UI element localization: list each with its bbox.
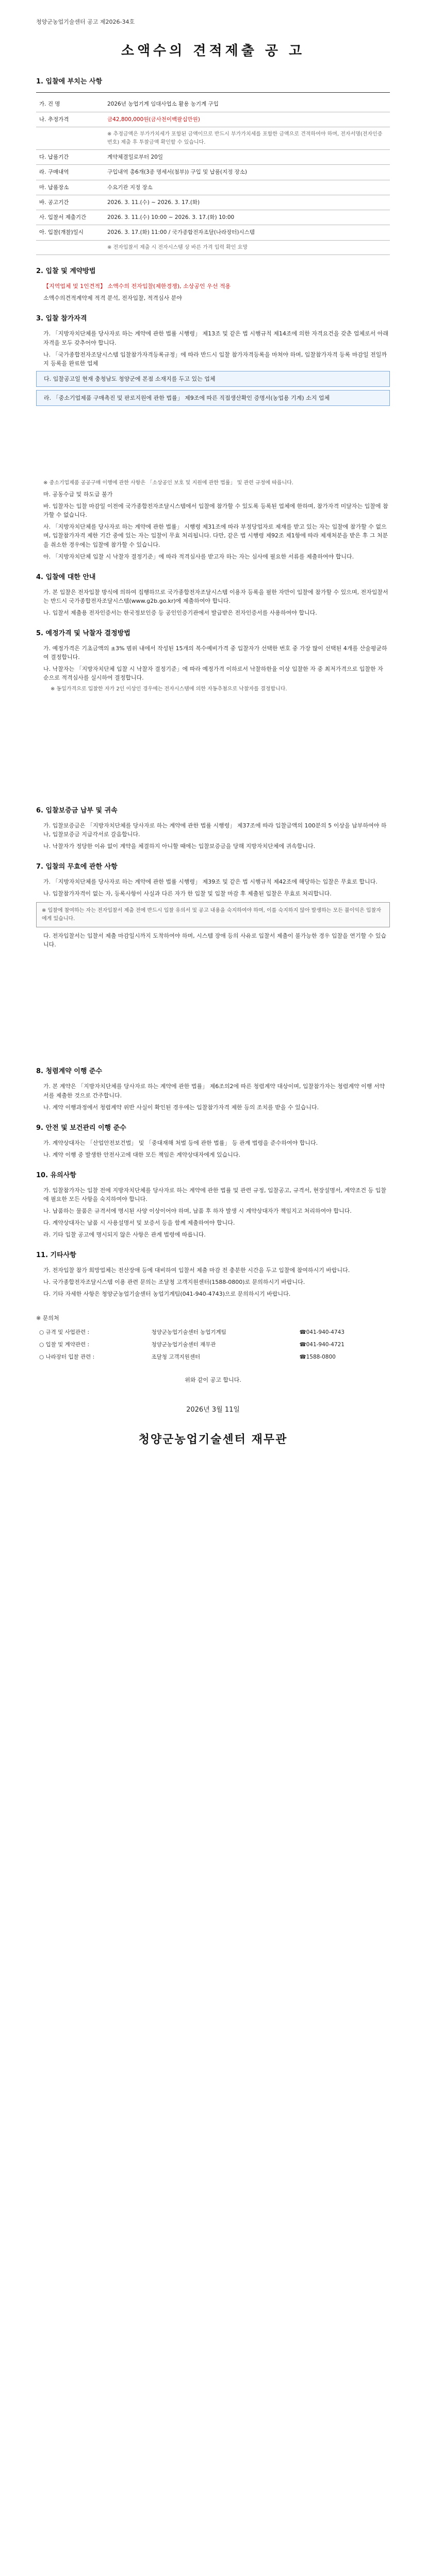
list-item: 가. 예정가격은 기초금액의 ±3% 범위 내에서 작성된 15개의 복수예비가격 중 입찰자가 선택한 번호 중 가장 많이 선택된 4개를 산술평균하여 결정합니다.: [43, 645, 387, 661]
list-item: 아. 「지방자치단체 입찰 시 낙찰자 결정기준」에 따라 적격심사를 받고자 하는 자는 심사에 필요한 서류를 제출하여야 합니다.: [43, 553, 354, 560]
contact-heading: ※ 문의처: [36, 1315, 59, 1322]
info-value: 수요기관 지정 장소: [104, 180, 390, 195]
info-key: 라. 구매내역: [36, 165, 104, 180]
document-number: 청양군농업기술센터 공고 제2026-34호: [36, 19, 135, 25]
info-value: 2026. 3. 11.(수) 10:00 ~ 2026. 3. 17.(화) 10:00: [104, 210, 390, 225]
contact-row: [36, 1351, 390, 1363]
info-key: 다. 납품기간: [36, 150, 104, 165]
list-item: 나. 입찰참가자격이 없는 자, 등록사항이 사실과 다른 자가 한 입찰 및 입찰 마감 후 제출된 입찰은 무효로 처리합니다.: [43, 890, 332, 897]
info-key: 사. 입찰서 제출기간: [36, 210, 104, 225]
info-value: 2026. 3. 11.(수) ~ 2026. 3. 17.(화): [104, 195, 390, 210]
info-row: [36, 150, 390, 165]
info-note: ※ 전자입찰서 제출 시 전자시스템 상 바른 가격 입력 확인 요망: [104, 240, 390, 255]
notice-date: 2026년 3월 11일: [186, 1406, 240, 1414]
contact-tel: ☎041-940-4721: [299, 1341, 345, 1348]
spacer: [36, 697, 390, 794]
page-title: 소액수의 견적제출 공 고: [121, 43, 305, 59]
info-table: [36, 97, 390, 255]
info-value: 계약체결일로부터 20일: [104, 150, 390, 165]
issuing-organization: 청양군농업기술센터 재무관: [138, 1433, 288, 1446]
section-5-heading: 5. 예정가격 및 낙찰자 결정방법: [36, 629, 130, 637]
contact-row: [36, 1326, 390, 1338]
list-item: 나. 입찰서 제출용 전자인증서는 한국정보인증 등 공인인증기관에서 발급받은 전자인증서를 사용하여야 합니다.: [43, 609, 317, 616]
contact-org: 조달청 고객지원센터: [151, 1354, 201, 1361]
note-item: ※ 동일가격으로 입찰한 자가 2인 이상인 경우에는 전자시스템에 의한 자동추첨으로 낙찰자를 결정합니다.: [51, 686, 287, 692]
spacer: [36, 409, 390, 476]
section-4-heading: 4. 입찰에 대한 안내: [36, 573, 96, 581]
info-row: [36, 180, 390, 195]
list-item: 가. 「지방자치단체를 당사자로 하는 계약에 관한 법률 시행령」 제13조 및 같은 법 시행규칙 제14조에 의한 자격요건을 갖춘 업체로서 아래 자격을 모두 갖추어야 합니다.: [43, 330, 388, 346]
spacer: [36, 952, 390, 1055]
section-11-heading: 11. 기타사항: [36, 1251, 76, 1260]
info-row: [36, 97, 390, 112]
list-item: 사. 「지방자치단체를 당사자로 하는 계약에 관한 법률」 시행령 제31조에 따라 부정당업자로 제재를 받고 있는 자는 입찰에 참가할 수 없으며, 입찰참가자격 제한 기간 중에 있는 자는 입찰이 무효 처리됩니다. 다만, 같은 법 시행령 제92조 제1항에 따라 제재처분을 받은 후 그 처분을 취소한 경우에는 입찰에 참가할 수 있습니다.: [43, 523, 388, 548]
contact-org: 청양군농업기술센터 농업기계팀: [151, 1329, 226, 1335]
info-row: [36, 195, 390, 210]
info-row: [36, 127, 390, 150]
contact-org: 청양군농업기술센터 재무관: [151, 1341, 216, 1348]
list-item: 가. 「지방자치단체를 당사자로 하는 계약에 관한 법률 시행령」 제39조 및 같은 법 시행규칙 제42조에 해당하는 입찰은 무효로 합니다.: [43, 878, 378, 886]
list-item: 다. 계약상대자는 납품 시 사용설명서 및 보증서 등을 함께 제출하여야 합니다.: [43, 1219, 235, 1227]
info-row: [36, 240, 390, 255]
info-value: 2026. 3. 17.(화) 11:00 / 국가종합전자조달(나라장터)시스템: [104, 225, 390, 240]
info-row: [36, 210, 390, 225]
section-1-heading: 1. 입찰에 부치는 사항: [36, 78, 103, 86]
section-2-heading: 2. 입찰 및 계약방법: [36, 267, 96, 276]
list-item: 나. 납품하는 물품은 규격서에 명시된 사양 이상이어야 하며, 납품 후 하자 발생 시 계약상대자가 책임지고 처리하여야 합니다.: [43, 1208, 352, 1215]
list-item: 라. 기타 입찰 공고에 명시되지 않은 사항은 관계 법령에 따릅니다.: [43, 1231, 206, 1239]
list-item: 나. 낙찰자는 「지방자치단체 입찰 시 낙찰자 결정기준」에 따라 예정가격 이하로서 낙찰하한율 이상 입찰한 자 중 최저가격으로 입찰한 자 순으로 적격심사를 실시하여 결정합니다.: [43, 666, 383, 682]
info-value: 금42,800,000원(금사천이백팔십만원): [104, 112, 390, 127]
list-item: 나. 낙찰자가 정당한 이유 없이 계약을 체결하지 아니할 때에는 입찰보증금을 당해 지방자치단체에 귀속합니다.: [43, 842, 316, 850]
section-6-heading: 6. 입찰보증금 납부 및 귀속: [36, 806, 118, 815]
list-item: 가. 전자입찰 참가 희망업체는 전산장애 등에 대비하여 입찰서 제출 마감 전 충분한 시간을 두고 입찰에 참여하시기 바랍니다.: [43, 1267, 350, 1274]
info-key: 나. 추정가격: [36, 112, 104, 127]
contact-table: [36, 1326, 390, 1364]
info-row: [36, 165, 390, 180]
contact-tel: ☎1588-0800: [299, 1354, 336, 1361]
list-item: 가. 본 계약은 「지방자치단체를 당사자로 하는 계약에 관한 법률」 제6조의2에 따른 청렴계약 대상이며, 입찰참가자는 청렴계약 이행 서약서를 제출한 것으로 간주합니다.: [43, 1083, 385, 1099]
info-key: 아. 입찰(개찰)일시: [36, 225, 104, 240]
list-item: 다. 전자입찰서는 입찰서 제출 마감일시까지 도착하여야 하며, 시스템 장애 등의 사유로 입찰서 제출이 불가능한 경우 입찰을 연기할 수 있습니다.: [43, 933, 386, 948]
section-3-heading: 3. 입찰 참가자격: [36, 315, 87, 323]
note-item: ※ 중소기업제품 공공구매 이행에 관한 사항은 「소상공인 보호 및 지원에 관한 법률」 및 관련 규정에 따릅니다.: [43, 480, 293, 486]
closing-text: 위와 같이 공고 합니다.: [185, 1377, 241, 1384]
info-key: 바. 공고기간: [36, 195, 104, 210]
contact-label: ○ 입찰 및 계약관련 :: [39, 1341, 90, 1348]
divider: [36, 92, 390, 93]
contact-label: ○ 규격 및 사업관련 :: [39, 1329, 90, 1335]
section-8-heading: 8. 청렴계약 이행 준수: [36, 1067, 103, 1076]
list-item: 마. 공동수급 및 하도급 불가: [43, 491, 113, 498]
notice-box: ※ 입찰에 참여하는 자는 전자입찰서 제출 전에 반드시 입찰 유의서 및 공고 내용을 숙지하여야 하며, 이를 숙지하지 않아 발생하는 모든 불이익은 입찰자에게 있습니다.: [36, 902, 390, 927]
list-item: 나. 계약 이행 중 발생한 안전사고에 대한 모든 책임은 계약상대자에게 있습니다.: [43, 1151, 240, 1158]
info-key: 마. 납품장소: [36, 180, 104, 195]
contact-row: [36, 1338, 390, 1351]
info-value: 2026년 농업기계 임대사업소 활용 농기계 구입: [104, 97, 390, 112]
info-value: 구입내역 총6개(3종 명세서(첨부)) 구입 및 납품(지정 장소): [104, 165, 390, 180]
contact-section: [36, 1314, 390, 1384]
section-9-heading: 9. 안전 및 보건관리 이행 준수: [36, 1124, 126, 1132]
info-key: 가. 건 명: [36, 97, 104, 112]
list-item: 다. 기타 자세한 사항은 청양군농업기술센터 농업기계팀(041-940-4743)으로 문의하시기 바랍니다.: [43, 1291, 291, 1298]
info-row: [36, 225, 390, 240]
list-item: 가. 입찰보증금은 「지방자치단체를 당사자로 하는 계약에 관한 법률 시행령」 제37조에 따라 입찰금액의 100분의 5 이상을 납부하여야 하나, 입찰보증금 지급각서로 갈음합니다.: [43, 822, 387, 838]
highlight-item: 다. 입찰공고일 현재 충청남도 청양군에 본점 소재지를 두고 있는 업체: [36, 371, 390, 387]
section-7-heading: 7. 입찰의 무효에 관한 사항: [36, 862, 118, 871]
info-row: [36, 112, 390, 127]
contact-label: ○ 나라장터 입찰 관련 :: [39, 1354, 95, 1361]
section-10-heading: 10. 유의사항: [36, 1171, 76, 1179]
contract-method: 【지역업체 및 1인견적】 소액수의 전자입찰(제한경쟁), 소상공인 우선 적용: [43, 283, 231, 290]
info-key: [36, 240, 104, 255]
list-item: 가. 계약상대자는 「산업안전보건법」 및 「중대재해 처벌 등에 관한 법률」 등 관계 법령을 준수하여야 합니다.: [43, 1139, 318, 1146]
highlight-item: 라. 「중소기업제품 구매촉진 및 판로지원에 관한 법률」 제9조에 따른 직접생산확인 증명서(농업용 기계) 소지 업체: [36, 390, 390, 406]
list-item: 나. 「국가종합전자조달시스템 입찰참가자격등록규정」에 따라 반드시 입찰 참가자격등록을 마쳐야 하며, 입찰참가자격 등록 마감일 전일까지 등록을 완료한 업체: [43, 351, 387, 367]
info-key: [36, 127, 104, 150]
list-item: 바. 입찰자는 입찰 마감일 이전에 국가종합전자조달시스템에서 입찰에 참가할 수 있도록 등록된 업체에 한하며, 참가자격 미달자는 입찰에 참가할 수 없습니다.: [43, 503, 388, 519]
list-item: 나. 국가종합전자조달시스템 이용 관련 문의는 조달청 고객지원센터(1588-0800)로 문의하시기 바랍니다.: [43, 1279, 305, 1286]
list-item: 나. 계약 이행과정에서 청렴계약 위반 사실이 확인된 경우에는 입찰참가자격 제한 등의 조치를 받을 수 있습니다.: [43, 1104, 319, 1111]
list-item: 가. 입찰참가자는 입찰 전에 지방자치단체를 당사자로 하는 계약에 관한 법률 및 관련 규정, 입찰공고, 규격서, 현장설명서, 계약조건 등 입찰에 필요한 모든 사항을 숙지하여야 합니다.: [43, 1187, 386, 1203]
list-item: 가. 본 입찰은 전자입찰 방식에 의하여 집행하므로 국가종합전자조달시스템 이용자 등록을 필한 자만이 입찰에 참가할 수 있으며, 전자입찰서는 반드시 국가종합전자조달시스템(www.g2b.go.kr)에 제출하여야 합니다.: [43, 588, 388, 604]
contract-method-sub: 소액수의견적계약제 적격 분석, 전자입찰, 적격심사 분야: [43, 295, 182, 302]
info-note: ※ 추정금액은 부가가치세가 포함된 금액이므로 반드시 부가가치세를 포함한 금액으로 견적하여야 하며, 전자서명(전자인증번호) 제출 후 투찰금액 확인할 수 있습니다.: [104, 127, 390, 150]
contact-tel: ☎041-940-4743: [299, 1329, 345, 1335]
